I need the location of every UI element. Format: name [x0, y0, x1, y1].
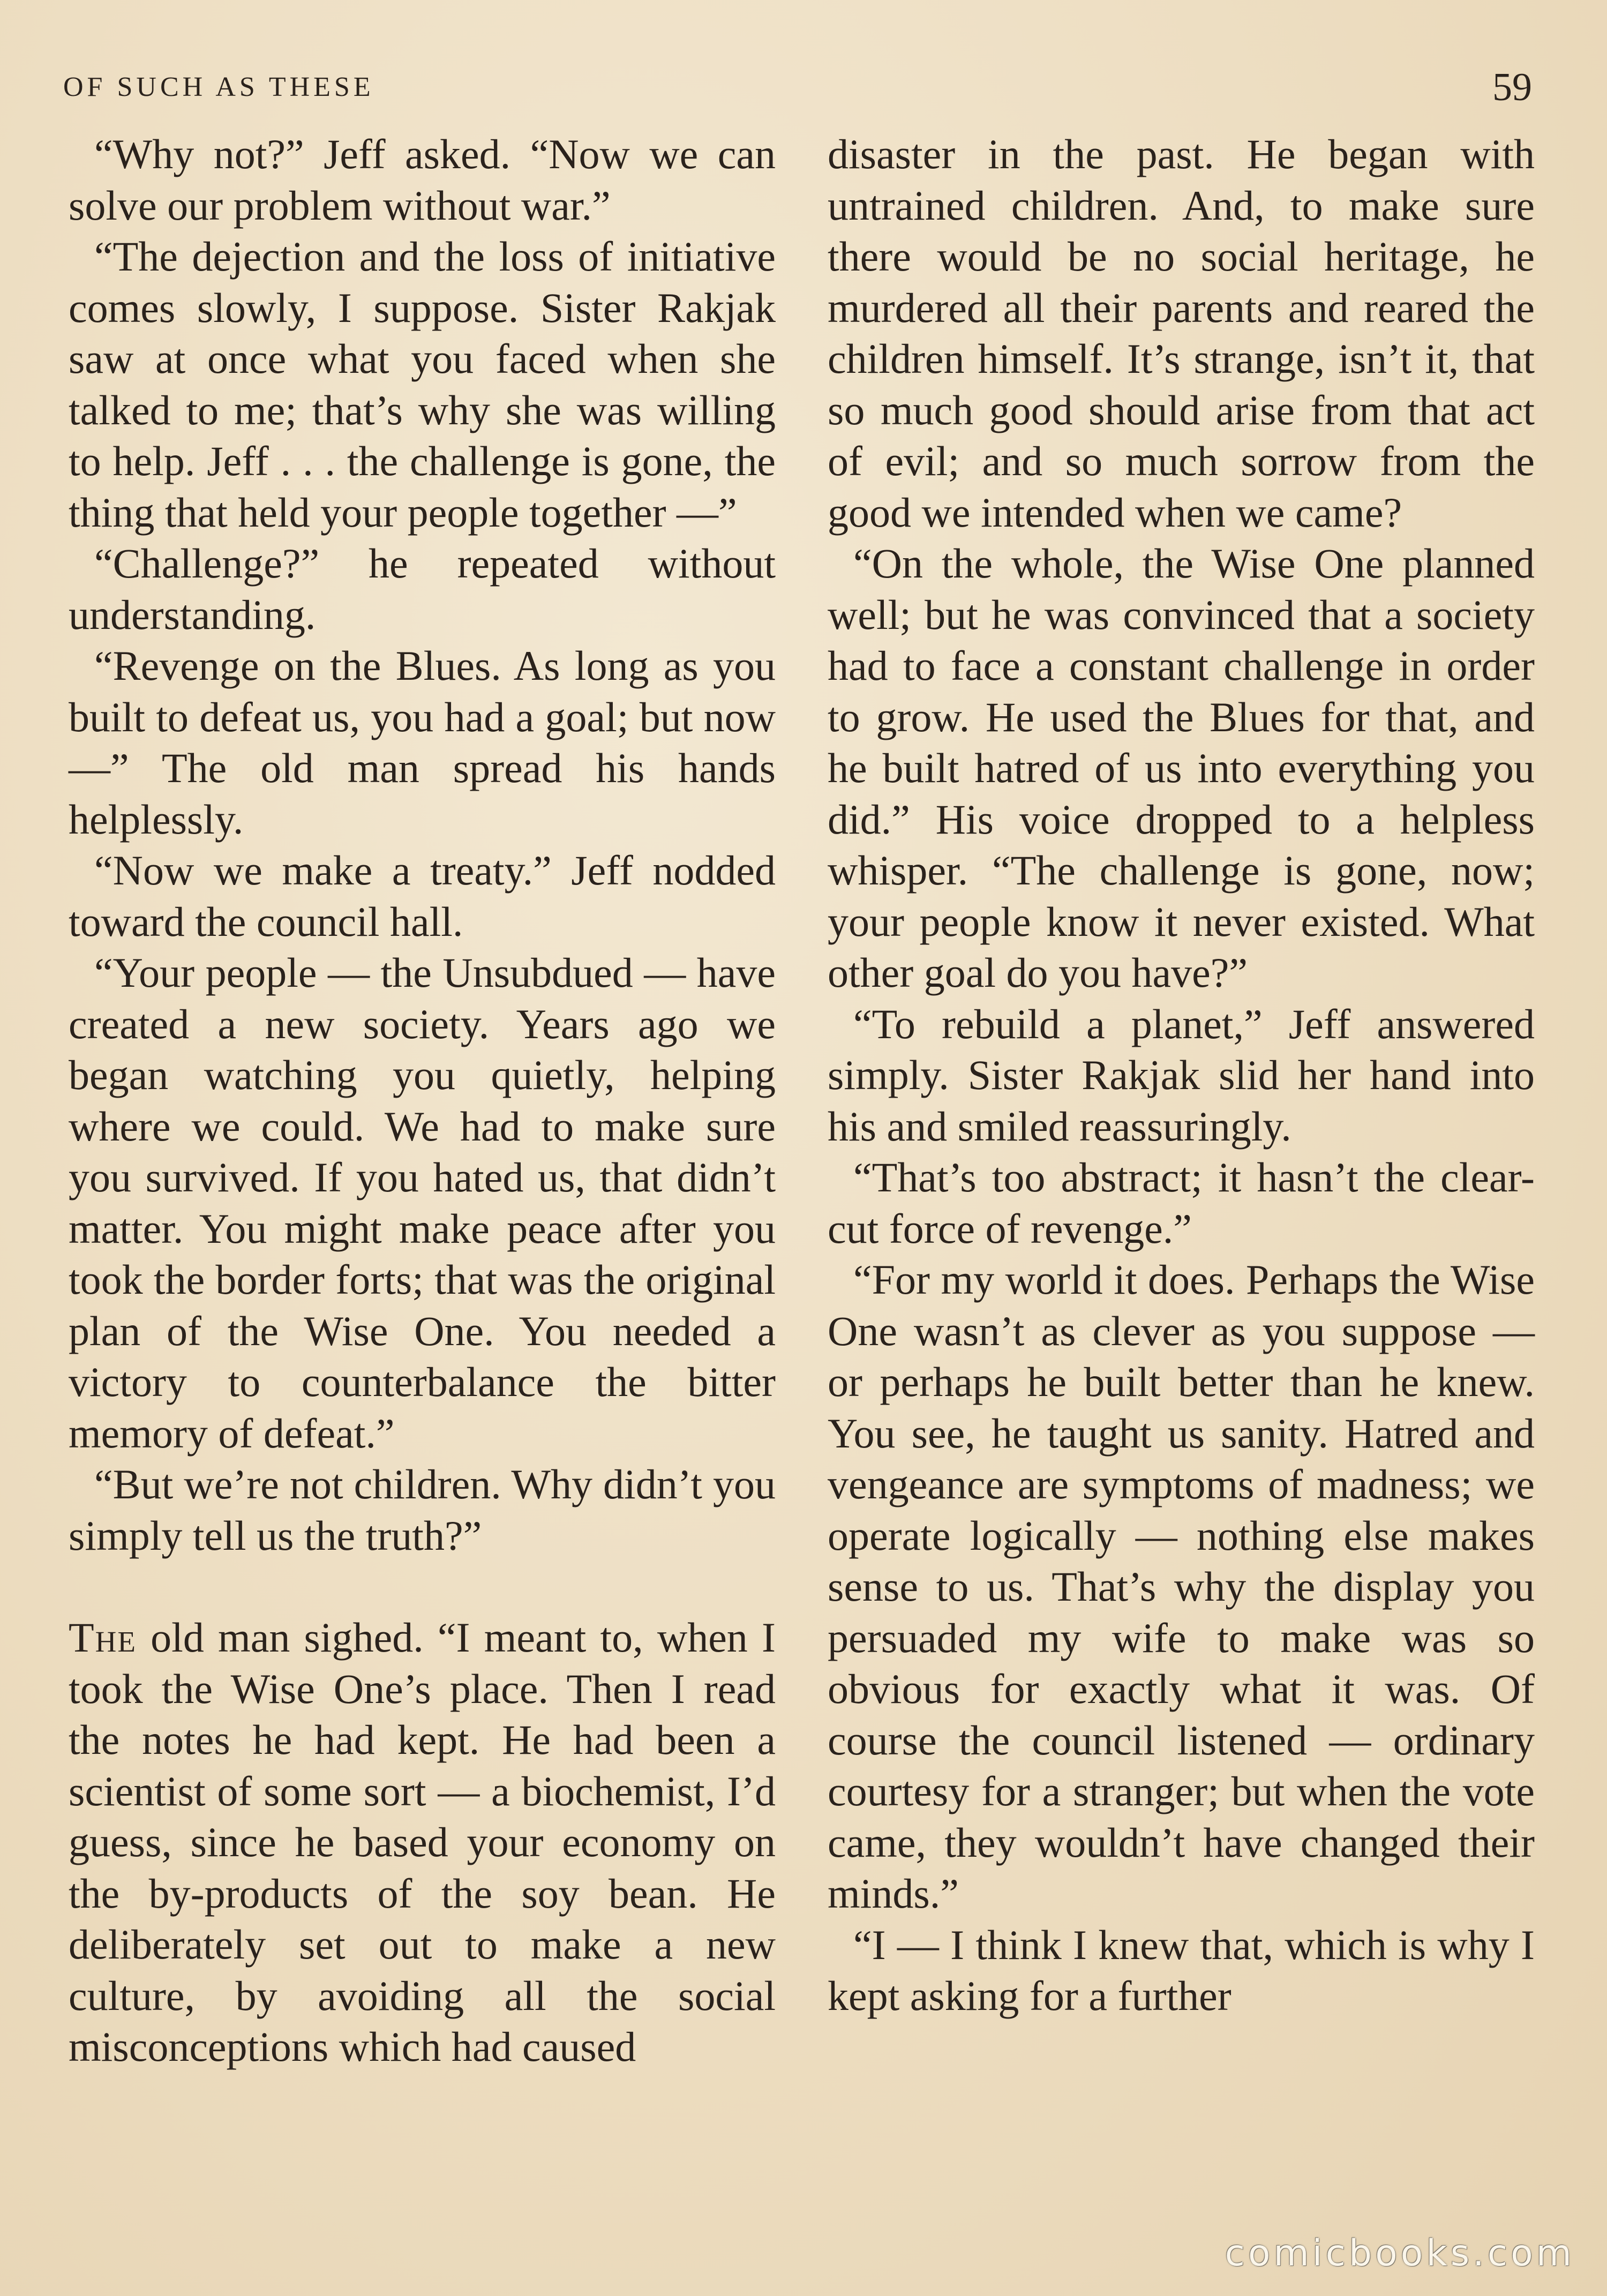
small-caps-lead: The: [69, 1614, 137, 1661]
paragraph: “I — I think I knew that, which is why I kept asking for a further: [828, 1921, 1535, 2019]
paragraph: “Why not?” Jeff asked. “Now we can solve our problem without war.”: [69, 131, 776, 229]
page-number: 59: [1492, 65, 1532, 109]
paragraph: “The dejection and the loss of initiative comes slowly, I suppose. Sister Rakjak saw at once what you faced when she talked to me; that’s why she was willing to help. Jeff . . . the challenge is gone, the thing that held your people together —”: [69, 233, 776, 536]
paragraph: “To rebuild a planet,” Jeff answered simply. Sister Rakjak slid her hand into his and smiled reassuringly.: [828, 1000, 1535, 1150]
right-column: [828, 129, 1535, 2022]
running-head: OF SUCH AS THESE: [63, 72, 374, 102]
paragraph: “Your people — the Unsubdued — have created a new society. Years ago we began watching you quietly, helping where we could. We had to make sure you survived. If you hated us, that didn’t matter. You might make peace after you took the border forts; that was the original plan of the Wise One. You needed a victory to counterbalance the bitter memory of defeat.”: [69, 949, 776, 1457]
page-header: [63, 58, 1532, 117]
paragraph: “For my world it does. Perhaps the Wise One wasn’t as clever as you suppose — or perhaps he built better than he knew. You see, he taught us sanity. Hatred and vengeance are symptoms of madness; we operate logically — nothing else makes sense to us. That’s why the display you persuaded my wife to make was so obvious for exactly what it was. Of course the council listened — ordinary courtesy for a stranger; but when the vote came, they wouldn’t have changed their minds.”: [828, 1256, 1535, 1917]
paragraph: “Now we make a treaty.” Jeff nodded toward the council hall.: [69, 847, 776, 945]
watermark-logo: comicbooks.com: [1225, 2232, 1575, 2275]
paragraph: “That’s too abstract; it hasn’t the clear-cut force of revenge.”: [828, 1154, 1535, 1252]
paragraph: “On the whole, the Wise One planned well; but he was convinced that a society had to face a constant challenge in order to grow. He used the Blues for that, and he built hatred of us into everything you did.” His voice dropped to a helpless whisper. “The challenge is gone, now; your people know it never existed. What other goal do you have?”: [828, 540, 1535, 996]
paragraph: “But we’re not children. Why didn’t you simply tell us the truth?”: [69, 1461, 776, 1559]
paragraph-text: old man sighed. “I meant to, when I took the Wise One’s place. Then I read the notes he had kept. He had been a scientist of some sort — a biochemist, I’d guess, since he based your economy on the by-products of the soy bean. He deliberately set out to make a new culture, by avoiding all the social misconceptions which had caused: [69, 1614, 776, 2070]
left-column: [69, 129, 776, 2073]
paragraph: “Revenge on the Blues. As long as you built to defeat us, you had a goal; but now —” The old man spread his hands helplessly.: [69, 642, 776, 843]
section-break-paragraph: [69, 1612, 776, 2073]
paragraph: disaster in the past. He began with untrained children. And, to make sure there would be no social heritage, he murdered all their parents and reared the children himself. It’s strange, isn’t it, that so much good should arise from that act of evil; and so much sorrow from the good we intended when we came?: [828, 131, 1535, 536]
paragraph: “Challenge?” he repeated without understanding.: [69, 540, 776, 638]
